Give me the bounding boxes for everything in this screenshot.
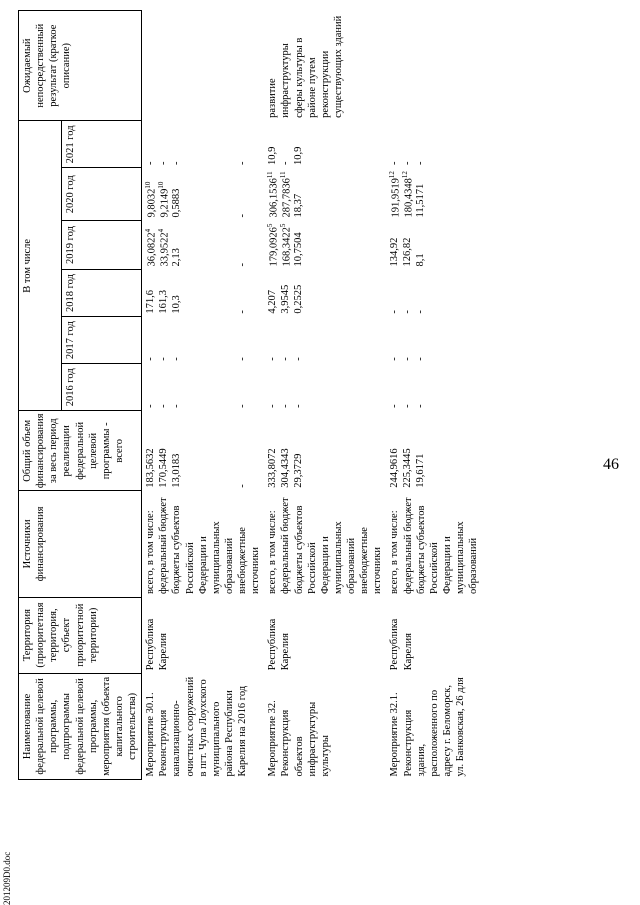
value-text: 126,82 xyxy=(402,237,414,267)
row-total xyxy=(386,411,482,491)
value-text: 161,3 xyxy=(158,290,170,314)
row-y2017 xyxy=(142,317,265,364)
source-label: федеральный бюджет xyxy=(402,497,414,595)
value-cell xyxy=(266,273,279,314)
value-text: 179,0926 xyxy=(268,227,280,267)
value-cell xyxy=(292,367,358,408)
value-cell xyxy=(266,320,279,361)
value-text: 2,13 xyxy=(171,248,183,267)
row-y2020 xyxy=(264,168,386,221)
table-row xyxy=(386,11,482,780)
value-cell xyxy=(170,224,236,267)
value-text: - xyxy=(415,357,427,361)
value-cell xyxy=(157,171,170,218)
value-cell xyxy=(401,273,414,314)
row-y2019 xyxy=(264,221,386,270)
value-cell xyxy=(401,124,414,165)
row-sources xyxy=(142,491,265,597)
header-name: Наименование федеральной целевой программы, подпрограммы федеральной целевой программы, мероприятия (объекта капитального строительства) xyxy=(19,673,142,779)
value-cell xyxy=(279,367,292,408)
value-text: 10,7504 xyxy=(293,232,305,267)
value-text: - xyxy=(237,357,249,361)
header-sources: Источники финансирования xyxy=(19,491,142,597)
footnote-mark: 10 xyxy=(144,181,153,189)
value-cell xyxy=(414,320,480,361)
value-cell xyxy=(157,367,170,408)
value-cell xyxy=(170,171,236,218)
row-y2020 xyxy=(142,168,265,221)
value-cell xyxy=(414,273,480,314)
source-label: федеральный бюджет xyxy=(280,497,292,595)
footnote-mark: 5 xyxy=(279,223,288,228)
value-cell xyxy=(388,273,401,314)
value-text: 8,1 xyxy=(415,253,427,267)
value-cell xyxy=(236,224,262,267)
row-name: Мероприятие 32. Реконструкция объектов инфраструктуры культуры xyxy=(267,700,331,777)
value-cell xyxy=(292,124,358,165)
value-cell xyxy=(401,171,414,218)
value-text: 10,9 xyxy=(267,146,279,165)
source-label: всего, в том числе: xyxy=(389,510,401,595)
row-name: Мероприятие 30.1. Реконструкция канализационно-очистных сооружений в пгт. Чупа Лоухского муниципального района Республики Карелия на 2016 год xyxy=(145,676,248,777)
value-text: - xyxy=(145,161,157,165)
value-text: - xyxy=(267,404,279,408)
value-text: - xyxy=(293,357,305,361)
header-incl: В том числе xyxy=(19,121,62,411)
row-y2016 xyxy=(264,364,386,411)
value-cell xyxy=(358,224,384,267)
value-cell xyxy=(266,367,279,408)
header-year-2020: 2020 год xyxy=(62,168,142,221)
value-text: - xyxy=(389,161,401,165)
value-text: 0,2525 xyxy=(293,284,305,314)
source-label: бюджеты субъектов Российской Федерации и муниципальных образований xyxy=(171,505,235,595)
value-text: - xyxy=(389,310,401,314)
value-text: 180,4348 xyxy=(403,178,415,218)
value-cell xyxy=(144,320,157,361)
value-text: 19,6171 xyxy=(415,453,427,488)
value-text: 11,5171 xyxy=(415,183,427,218)
table-row xyxy=(142,11,265,780)
value-text: 183,5632 xyxy=(145,448,157,488)
row-result xyxy=(386,11,482,121)
row-y2018 xyxy=(142,270,265,317)
value-cell xyxy=(401,367,414,408)
value-text: 170,5449 xyxy=(158,448,170,488)
value-cell xyxy=(279,124,292,165)
value-text: 171,6 xyxy=(145,290,157,314)
value-cell xyxy=(358,414,384,488)
value-cell xyxy=(414,367,480,408)
value-cell xyxy=(266,414,279,488)
page-content xyxy=(0,10,640,780)
value-cell xyxy=(157,273,170,314)
row-y2016 xyxy=(142,364,265,411)
value-text: - xyxy=(402,357,414,361)
value-text: - xyxy=(237,484,249,488)
table-body xyxy=(142,11,483,780)
row-total xyxy=(142,411,265,491)
value-text: 33,9522 xyxy=(159,232,171,267)
value-text: - xyxy=(237,404,249,408)
row-sources xyxy=(264,491,386,597)
page-number: 46 xyxy=(603,456,619,473)
value-text: 36,0822 xyxy=(146,232,158,267)
row-y2021 xyxy=(142,121,265,168)
value-cell xyxy=(157,320,170,361)
value-text: - xyxy=(415,161,427,165)
value-cell xyxy=(388,367,401,408)
value-cell xyxy=(170,414,236,488)
value-cell xyxy=(266,124,279,165)
value-cell xyxy=(236,171,262,218)
row-result xyxy=(142,11,265,121)
value-text: - xyxy=(171,357,183,361)
value-cell xyxy=(292,273,358,314)
header-year-2016: 2016 год xyxy=(62,364,142,411)
value-cell xyxy=(279,224,292,267)
row-y2017 xyxy=(386,317,482,364)
value-text: 306,1536 xyxy=(268,178,280,218)
value-cell xyxy=(414,224,480,267)
value-cell xyxy=(388,171,401,218)
value-cell xyxy=(144,171,157,218)
header-year-2017: 2017 год xyxy=(62,317,142,364)
header-territory: Территория (приоритетная территория, субъект приоритетной территории) xyxy=(19,597,142,673)
value-cell xyxy=(144,124,157,165)
value-text: - xyxy=(171,161,183,165)
value-text: - xyxy=(389,404,401,408)
value-cell xyxy=(279,171,292,218)
value-text: 287,7836 xyxy=(281,178,293,218)
value-text: 9,2149 xyxy=(159,188,171,218)
value-text: - xyxy=(280,357,292,361)
header-year-2018: 2018 год xyxy=(62,270,142,317)
source-label: бюджеты субъектов Российской Федерации и муниципальных образований xyxy=(293,505,357,595)
document-id: 201209D0.doc xyxy=(2,851,12,905)
source-label: бюджеты субъектов Российской Федерации и муниципальных образований xyxy=(415,505,480,595)
value-text: - xyxy=(415,310,427,314)
value-text: 29,3729 xyxy=(293,453,305,488)
footnote-mark: 11 xyxy=(266,171,275,179)
footnote-mark: 12 xyxy=(401,171,410,179)
value-cell xyxy=(358,124,384,165)
value-cell xyxy=(358,171,384,218)
value-text: - xyxy=(237,161,249,165)
value-cell xyxy=(236,414,262,488)
value-text: 244,9616 xyxy=(389,448,401,488)
value-text: 10,9 xyxy=(293,146,305,165)
value-cell xyxy=(236,367,262,408)
table-row xyxy=(264,11,386,780)
value-cell xyxy=(279,414,292,488)
value-text: 3,9545 xyxy=(280,284,292,314)
row-y2020 xyxy=(386,168,482,221)
value-text: 304,4343 xyxy=(280,448,292,488)
footnote-mark: 4 xyxy=(144,228,153,233)
value-cell xyxy=(401,414,414,488)
value-cell xyxy=(401,224,414,267)
source-label: всего, в том числе: xyxy=(267,510,279,595)
value-cell xyxy=(144,367,157,408)
value-text: - xyxy=(402,161,414,165)
value-cell xyxy=(292,171,358,218)
value-text: - xyxy=(267,357,279,361)
value-cell xyxy=(388,124,401,165)
value-text: - xyxy=(293,404,305,408)
value-cell xyxy=(401,320,414,361)
value-text: - xyxy=(237,214,249,218)
value-cell xyxy=(358,273,384,314)
row-y2017 xyxy=(264,317,386,364)
source-label: федеральный бюджет xyxy=(158,497,170,595)
source-label: внебюджетные источники xyxy=(359,527,384,595)
value-cell xyxy=(236,273,262,314)
row-total xyxy=(264,411,386,491)
value-text: - xyxy=(145,357,157,361)
value-cell xyxy=(170,320,236,361)
value-text: 225,3445 xyxy=(402,448,414,488)
value-cell xyxy=(358,367,384,408)
value-cell xyxy=(236,124,262,165)
value-text: 9,8032 xyxy=(146,188,158,218)
value-text: 134,92 xyxy=(389,237,401,267)
value-cell xyxy=(279,320,292,361)
value-text: 168,3422 xyxy=(281,227,293,267)
row-territory: Республика Карелия xyxy=(267,618,292,671)
footnote-mark: 4 xyxy=(157,228,166,233)
value-cell xyxy=(292,320,358,361)
row-y2018 xyxy=(386,270,482,317)
value-text: - xyxy=(145,404,157,408)
value-text: 191,9519 xyxy=(390,178,402,218)
row-y2021 xyxy=(386,121,482,168)
value-cell xyxy=(170,367,236,408)
value-cell xyxy=(292,414,358,488)
value-text: 13,0183 xyxy=(171,453,183,488)
row-y2016 xyxy=(386,364,482,411)
value-cell xyxy=(266,224,279,267)
footnote-mark: 12 xyxy=(388,171,397,179)
value-text: - xyxy=(402,310,414,314)
value-cell xyxy=(414,171,480,218)
row-sources xyxy=(386,491,482,597)
value-cell xyxy=(266,171,279,218)
value-cell xyxy=(157,414,170,488)
value-text: - xyxy=(237,310,249,314)
value-cell xyxy=(144,224,157,267)
header-year-2019: 2019 год xyxy=(62,221,142,270)
value-cell xyxy=(157,124,170,165)
financing-table xyxy=(18,10,482,780)
value-cell xyxy=(388,320,401,361)
value-text: 4,207 xyxy=(267,290,279,314)
value-text: - xyxy=(171,404,183,408)
value-text: 333,8072 xyxy=(267,448,279,488)
footnote-mark: 11 xyxy=(279,171,288,179)
row-y2019 xyxy=(386,221,482,270)
value-cell xyxy=(236,320,262,361)
source-label: всего, в том числе: xyxy=(145,510,157,595)
header-year-2021: 2021 год xyxy=(62,121,142,168)
value-cell xyxy=(414,124,480,165)
value-cell xyxy=(157,224,170,267)
value-cell xyxy=(414,414,480,488)
value-cell xyxy=(279,273,292,314)
header-result: Ожидаемый непосредственный результат (краткое описание) xyxy=(19,11,142,121)
footnote-mark: 10 xyxy=(157,181,166,189)
value-cell xyxy=(358,320,384,361)
value-text: - xyxy=(158,404,170,408)
header-total: Общий объем финансирования за весь период реализации федеральной целевой программы - всего xyxy=(19,411,142,491)
source-label: внебюджетные источники xyxy=(237,527,262,595)
row-y2018 xyxy=(264,270,386,317)
value-cell xyxy=(292,224,358,267)
value-text: 18,37 xyxy=(293,193,305,218)
value-cell xyxy=(144,273,157,314)
value-text: 10,3 xyxy=(171,295,183,314)
row-territory: Республика Карелия xyxy=(389,618,414,671)
value-text: - xyxy=(280,161,292,165)
row-result: развитие инфраструктуры сферы культуры в районе путем реконструкции существующих зданий xyxy=(267,15,344,118)
value-text: 0,5883 xyxy=(171,188,183,218)
value-cell xyxy=(170,273,236,314)
value-cell xyxy=(144,414,157,488)
row-territory: Республика Карелия xyxy=(145,618,170,671)
row-y2019 xyxy=(142,221,265,270)
value-cell xyxy=(388,224,401,267)
value-text: - xyxy=(389,357,401,361)
value-text: - xyxy=(158,357,170,361)
row-name: Мероприятие 32.1. Реконструкция здания, расположенного по адресу г. Беломорск, ул. Банковская, 26 для xyxy=(389,677,466,777)
value-cell xyxy=(170,124,236,165)
value-text: - xyxy=(415,404,427,408)
value-text: - xyxy=(237,263,249,267)
value-text: - xyxy=(158,161,170,165)
row-y2021 xyxy=(264,121,386,168)
value-text: - xyxy=(402,404,414,408)
value-cell xyxy=(388,414,401,488)
footnote-mark: 5 xyxy=(266,223,275,228)
value-text: - xyxy=(280,404,292,408)
